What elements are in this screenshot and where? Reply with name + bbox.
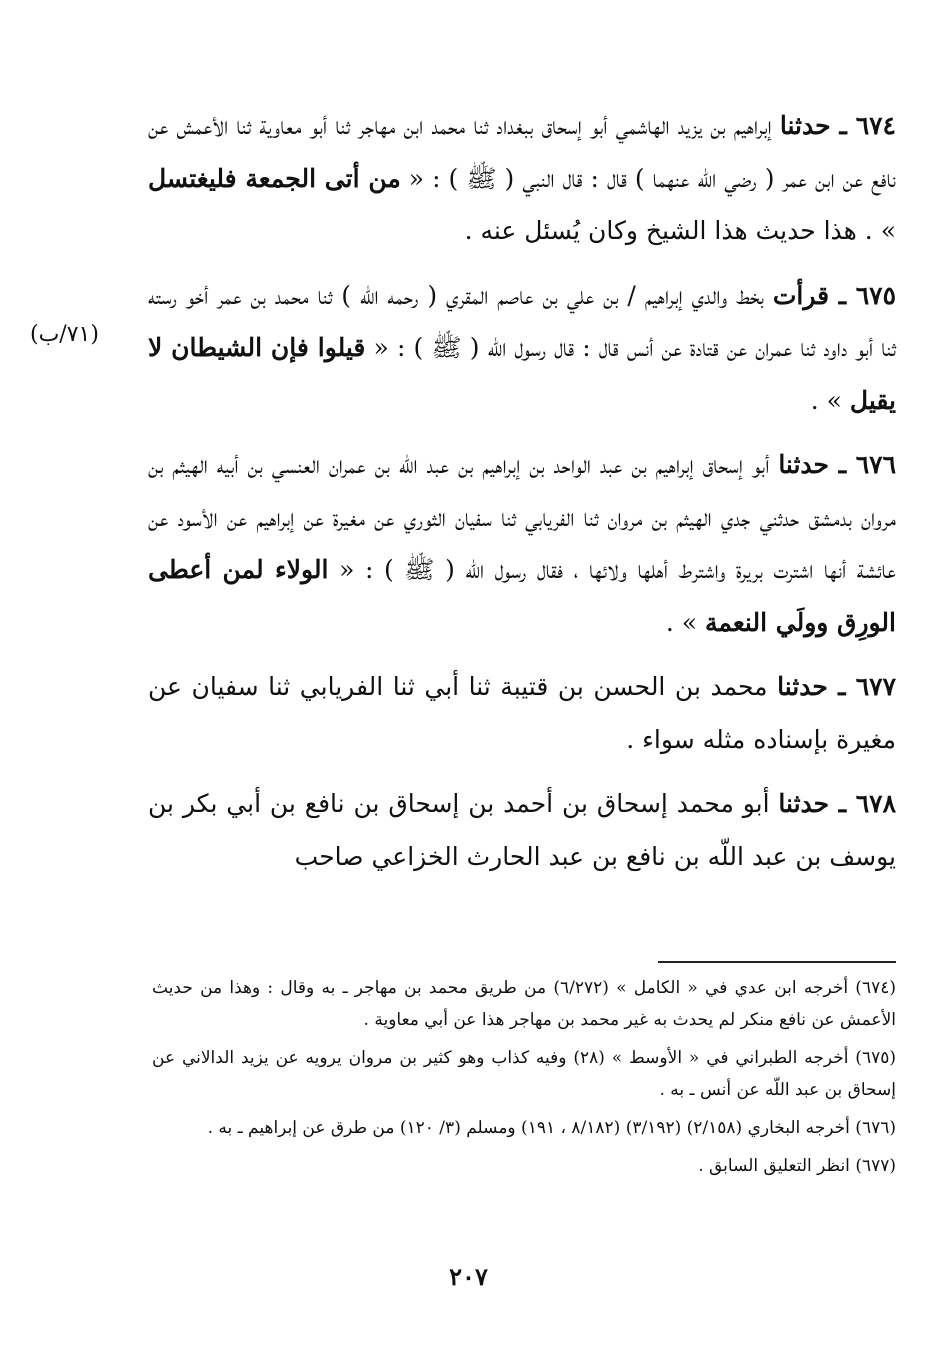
manuscript-folio-marker: (٧١/ب) [30, 322, 99, 347]
hadith-dash: ـ [829, 789, 856, 818]
hadith-quote: قيلوا فإن الشيطان لا يقيل [148, 333, 896, 415]
hadith-text: إبراهيم بن يزيد الهاشمي أبو إسحاق ببغداد ثنا محمد ابن مهاجر ثنا أبو معاوية ثنا الأعمش عن نافع عن ابن عمر ( رضي اللّه عنهما ) قال : قال النبي ( ﷺ ) : « [148, 111, 896, 193]
hadith-dash: ـ [830, 111, 856, 140]
hadith-number: ٦٧٥ [855, 280, 897, 310]
hadith-text: بخط والدي إبراهيم / بن علي بن عاصم المقري ( رحمه اللّه ) ثنا محمد بن عمر أخو رسته ثنا أبو داود ثنا عمران عن قتادة عن أنس قال : قال رسول اللّه ( ﷺ ) : « [148, 280, 896, 362]
footnote-677: (٦٧٧) انظر التعليق السابق . [698, 1156, 896, 1176]
hadith-675 [148, 270, 896, 428]
hadith-keyword: حدثنا [777, 672, 828, 701]
hadith-quote: من أتى الجمعة فليغتسل [148, 163, 401, 193]
hadith-number: ٦٧٤ [855, 111, 896, 140]
footnote-675: (٦٧٥) أخرجه الطبراني في « الأوسط » (٢٨) وفيه كذاب وهو كثير بن مروان يرويه عن يزيد الدالاني عن إسحاق بن عبد اللّه عن أنس ـ به . [152, 1048, 896, 1100]
hadith-677 [148, 661, 896, 766]
hadith-number: ٦٧٨ [855, 789, 897, 818]
footnote-674: (٦٧٤) أخرجه ابن عدي في « الكامل » (٦/٢٧٢) من طريق محمد بن مهاجر ـ به وقال : وهذا من حديث الأعمش عن نافع منكر لم يحدث به غير محمد بن مهاجر هذا عن أبي معاوية . [152, 978, 896, 1030]
hadith-text: محمد بن الحسن بن قتيبة ثنا أبي ثنا الفريابي ثنا سفيان عن مغيرة بإسناده مثله سواء . [148, 672, 896, 754]
hadith-text-end: » . [810, 385, 850, 415]
hadith-dash: ـ [829, 280, 856, 310]
hadith-number: ٦٧٧ [855, 672, 897, 701]
hadith-keyword: حدثنا [779, 111, 831, 140]
hadith-text-end: » . [665, 607, 706, 637]
main-text [148, 100, 896, 895]
hadith-keyword: قرأت [772, 280, 830, 310]
hadith-text-end: » . هذا حديث هذا الشيخ وكان يُسئل عنه . [464, 216, 896, 245]
hadith-dash: ـ [827, 672, 856, 701]
hadith-676 [148, 439, 896, 649]
hadith-text: أبو إسحاق إبراهيم بن عبد الواحد بن إبراهيم بن عبد اللّه بن عمران العنسي بن أبيه الهيثم بن مروان بدمشق حدثني جدي الهيثم بن مروان ثنا الفريابي ثنا سفيان الثوري عن مغيرة عن إبراهيم عن الأسود عن عائشة أنها اشترت بريرة واشترط أهلها ولائها ، فقال رسول اللّه ( ﷺ ) : « [148, 450, 896, 584]
hadith-678 [148, 778, 896, 883]
hadith-quote: الولاء لمن أعطى الورِق وولَي النعمة [148, 555, 896, 637]
hadith-keyword: حدثنا [778, 789, 830, 818]
footnotes [152, 972, 896, 1188]
hadith-text: أبو محمد إسحاق بن أحمد بن إسحاق بن نافع بن أبي بكر بن يوسف بن عبد اللّه بن نافع بن عبد الحارث الخزاعي صاحب [148, 789, 896, 871]
page-number: ٢٠٧ [449, 1262, 488, 1291]
footnote-676: (٦٧٦) أخرجه البخاري (٢/١٥٨) (٣/١٩٢) (٨/١٨٢ ، ١٩١) ومسلم (٣/ ١٢٠) من طرق عن إبراهيم ـ به . [207, 1118, 896, 1138]
hadith-674 [148, 100, 896, 258]
footnote-divider [658, 961, 896, 963]
hadith-number: ٦٧٦ [855, 450, 897, 479]
hadith-keyword: حدثنا [778, 450, 830, 479]
hadith-dash: ـ [829, 450, 856, 479]
